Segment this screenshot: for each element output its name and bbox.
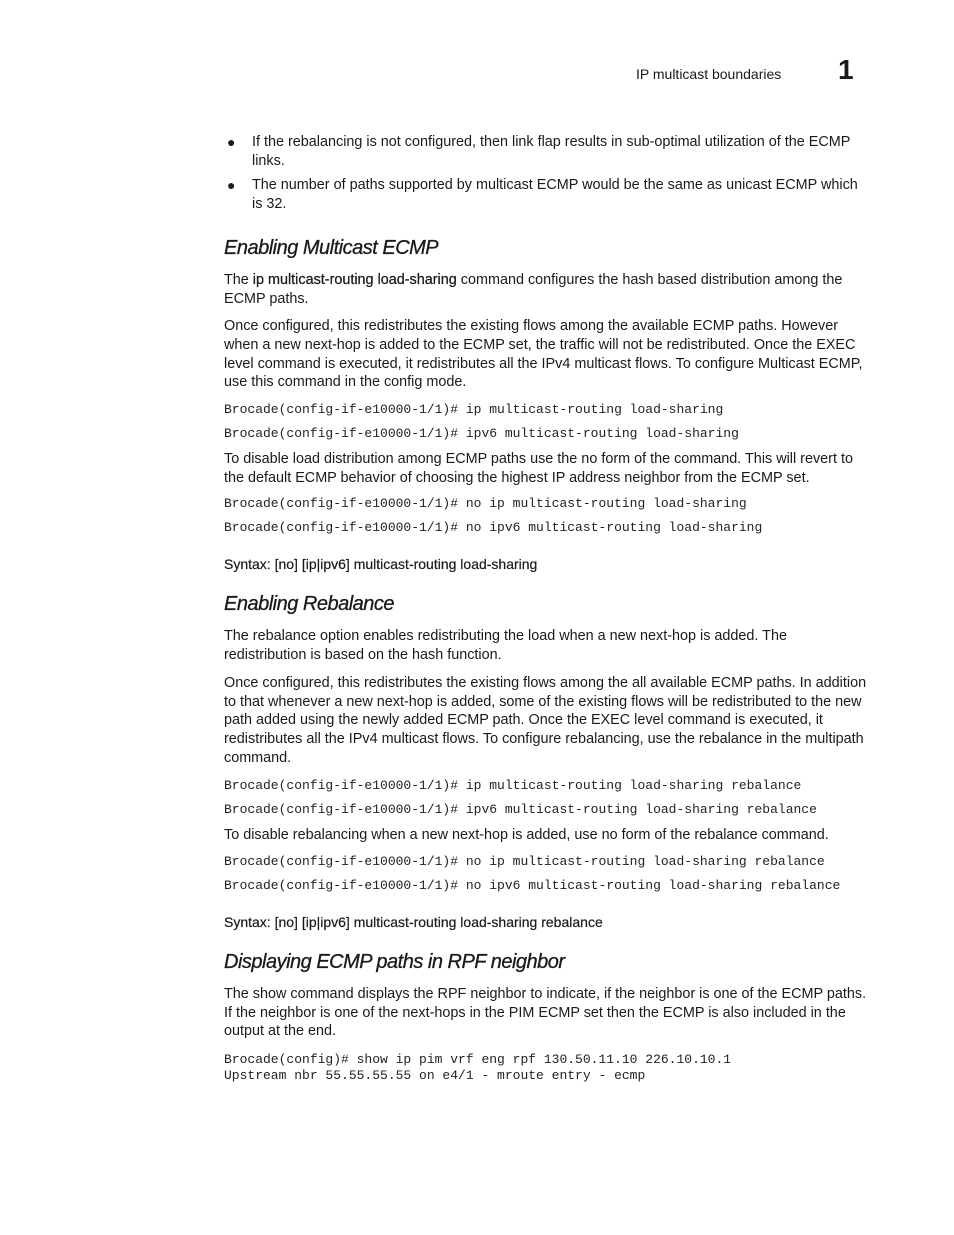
code-line: Brocade(config)# show ip pim vrf eng rpf 130.50.11.10 226.10.10.1 bbox=[224, 1052, 732, 1068]
syntax-line: Syntax: [no] [ip|ipv6] multicast-routing load-sharing bbox=[224, 556, 538, 573]
code-line: Brocade(config-if-e10000-1/1)# no ipv6 multicast-routing load-sharing bbox=[224, 520, 763, 536]
paragraph-text: command configures the hash based distribution among the ECMP paths. bbox=[224, 271, 843, 307]
bullet-text: The number of paths supported by multicast ECMP would be the same as unicast ECMP which is 32. bbox=[252, 177, 858, 213]
code-line: Upstream nbr 55.55.55.55 on e4/1 - mroute entry - ecmp bbox=[224, 1068, 646, 1084]
paragraph bbox=[224, 271, 868, 308]
paragraph: Once configured, this redistributes the existing flows among the available ECMP paths. However when a new next-hop is added to the ECMP set, the traffic will not be redistributed. Once the EXEC level command is executed, it redistributes all the IPv4 multicast flows. To configure Multicast ECMP, use this command in the config mode. bbox=[224, 318, 863, 391]
paragraph: The rebalance option enables redistributing the load when a new next-hop is added. The redistribution is based on the hash function. bbox=[224, 628, 787, 664]
section-heading-rebalance: Enabling Rebalance bbox=[224, 593, 395, 616]
paragraph-text: The bbox=[224, 271, 253, 288]
inline-command: ip multicast-routing load-sharing bbox=[252, 271, 457, 288]
chapter-number: 1 bbox=[838, 54, 854, 85]
code-line: Brocade(config-if-e10000-1/1)# no ipv6 multicast-routing load-sharing rebalance bbox=[224, 878, 841, 894]
section-heading-multicast-ecmp: Enabling Multicast ECMP bbox=[224, 236, 439, 259]
paragraph: To disable rebalancing when a new next-hop is added, use no form of the rebalance command. bbox=[224, 827, 829, 844]
bullet-icon: ● bbox=[227, 177, 236, 194]
code-line: Brocade(config-if-e10000-1/1)# ip multicast-routing load-sharing rebalance bbox=[224, 778, 802, 794]
list-item bbox=[224, 176, 868, 213]
paragraph: Once configured, this redistributes the existing flows among the all available ECMP paths. In addition to that whenever a new next-hop is added, some of the existing flows will be redistributed to the new path added using the newly added ECMP path. Once the EXEC level command is executed, it redistributes all the IPv4 multicast flows. To configure rebalancing, use the rebalance in the multipath command. bbox=[224, 674, 867, 766]
code-line: Brocade(config-if-e10000-1/1)# ipv6 multicast-routing load-sharing rebalance bbox=[224, 802, 817, 818]
section-heading-ecmp-rpf: Displaying ECMP paths in RPF neighbor bbox=[224, 951, 565, 974]
code-line: Brocade(config-if-e10000-1/1)# ipv6 multicast-routing load-sharing bbox=[224, 426, 739, 442]
paragraph: The show command displays the RPF neighbor to indicate, if the neighbor is one of the ECMP paths. If the neighbor is one of the next-hops in the PIM ECMP set then the ECMP is also included in the output at the end. bbox=[224, 986, 867, 1040]
header-title: IP multicast boundaries bbox=[636, 66, 782, 82]
bullet-text: If the rebalancing is not configured, then link flap results in sub-optimal utilization of the ECMP links. bbox=[252, 134, 851, 169]
list-item bbox=[224, 133, 868, 170]
bullet-list bbox=[224, 133, 868, 214]
paragraph: To disable load distribution among ECMP paths use the no form of the command. This will revert to the default ECMP behavior of choosing the highest IP address neighbor from the ECMP set. bbox=[224, 451, 853, 486]
code-line: Brocade(config-if-e10000-1/1)# no ip multicast-routing load-sharing bbox=[224, 496, 747, 512]
code-line: Brocade(config-if-e10000-1/1)# ip multicast-routing load-sharing bbox=[224, 402, 724, 418]
bullet-icon: ● bbox=[227, 134, 236, 150]
code-line: Brocade(config-if-e10000-1/1)# no ip multicast-routing load-sharing rebalance bbox=[224, 854, 825, 870]
syntax-line: Syntax: [no] [ip|ipv6] multicast-routing load-sharing rebalance bbox=[224, 914, 603, 931]
page-content bbox=[224, 133, 868, 1084]
